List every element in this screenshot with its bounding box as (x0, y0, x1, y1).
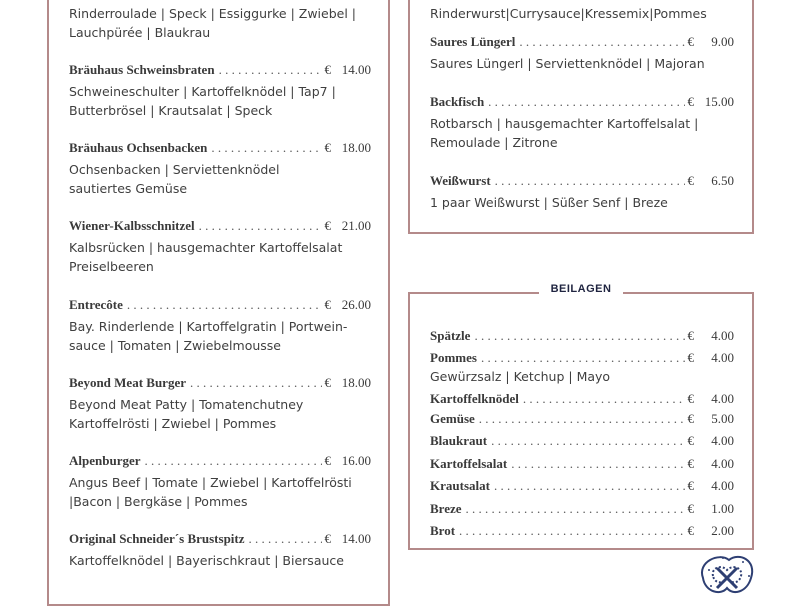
item-name: Kartoffelknödel (430, 391, 519, 406)
item-price: 2.00 (711, 523, 734, 538)
dot-leader (479, 411, 685, 427)
currency: € (687, 391, 694, 406)
item-name: Saures Lüngerl (430, 34, 516, 49)
item-price: 6.50 (711, 173, 734, 188)
side-item (430, 391, 734, 408)
item-description: Ochsenbacken | Serviettenknödel sautiertes Gemüse (69, 162, 280, 196)
currency: € (687, 411, 694, 426)
item-price: 14.00 (341, 62, 371, 77)
item-name: Beyond Meat Burger (69, 375, 186, 390)
item-description: Bay. Rinderlende | Kartoffelgratin | Portwein-sauce | Tomaten | Zwiebelmousse (69, 319, 348, 353)
menu-item-intro (430, 4, 734, 23)
dot-leader (511, 456, 684, 472)
menu-item (69, 453, 371, 511)
item-price: 21.00 (341, 218, 371, 233)
currency: € (324, 297, 331, 312)
dot-leader (211, 140, 321, 156)
item-price: 16.00 (341, 453, 371, 468)
currency: € (324, 140, 331, 155)
item-name: Kartoffelsalat (430, 456, 508, 471)
item-price: 1.00 (711, 501, 734, 516)
section-title (410, 283, 752, 295)
dot-leader (474, 328, 684, 344)
item-price: 4.00 (711, 350, 734, 365)
menu-item (69, 531, 371, 570)
side-item (430, 350, 734, 386)
item-price: 18.00 (341, 375, 371, 390)
item-name: Bräuhaus Ochsenbacken (69, 140, 208, 155)
item-name: Breze (430, 501, 462, 516)
item-description: Saures Lüngerl | Serviettenknödel | Majoran (430, 56, 705, 71)
currency: € (687, 34, 694, 49)
item-description: Gewürzsalz | Ketchup | Mayo (430, 369, 611, 384)
item-price: 4.00 (711, 433, 734, 448)
item-description: Beyond Meat Patty | Tomatenchutney Kartoffelrösti | Zwiebel | Pommes (69, 397, 304, 431)
menu-item-intro (69, 4, 371, 42)
currency: € (324, 62, 331, 77)
currency: € (687, 456, 694, 471)
menu-item (69, 297, 371, 355)
item-name: Krautsalat (430, 478, 490, 493)
item-name: Original Schneider´s Brustspitz (69, 531, 245, 546)
item-name: Entrecôte (69, 297, 123, 312)
item-price: 18.00 (341, 140, 371, 155)
item-price: 26.00 (341, 297, 371, 312)
dot-leader (523, 391, 685, 407)
item-description: Rinderwurst|Currysauce|Kressemix|Pommes (430, 6, 707, 21)
side-item (430, 478, 734, 495)
dot-leader (249, 531, 322, 547)
item-name: Bräuhaus Schweinsbraten (69, 62, 215, 77)
item-price: 9.00 (711, 34, 734, 49)
item-name: Pommes (430, 350, 477, 365)
item-description: 1 paar Weißwurst | Süßer Senf | Breze (430, 195, 668, 210)
dot-leader (219, 62, 322, 78)
side-item (430, 456, 734, 473)
item-name: Backfisch (430, 94, 485, 109)
item-name: Wiener-Kalbsschnitzel (69, 218, 195, 233)
dot-leader (199, 218, 322, 234)
side-item (430, 433, 734, 450)
item-name: Blaukraut (430, 433, 488, 448)
section-title-text: BEILAGEN (539, 283, 624, 295)
item-name: Brot (430, 523, 456, 538)
currency: € (687, 350, 694, 365)
dot-leader (519, 34, 684, 50)
dot-leader (495, 173, 685, 189)
item-price: 14.00 (341, 531, 371, 546)
dot-leader (145, 453, 322, 469)
dot-leader (481, 350, 685, 366)
item-name: Spätzle (430, 328, 471, 343)
dot-leader (190, 375, 322, 391)
side-item (430, 523, 734, 540)
dot-leader (491, 433, 684, 449)
side-item (430, 501, 734, 518)
currency: € (324, 218, 331, 233)
pretzel-icon (693, 548, 761, 600)
dot-leader (127, 297, 322, 313)
item-name: Gemüse (430, 411, 475, 426)
item-name: Weißwurst (430, 173, 491, 188)
menu-item (69, 375, 371, 433)
currency: € (687, 478, 694, 493)
main-dishes-panel (47, 0, 390, 606)
side-item (430, 411, 734, 428)
item-description: Kalbsrücken | hausgemachter Kartoffelsalat Preiselbeeren (69, 240, 343, 274)
item-description: Rotbarsch | hausgemachter Kartoffelsalat | Remoulade | Zitrone (430, 116, 699, 150)
menu-item (430, 34, 734, 73)
currency: € (687, 501, 694, 516)
currency: € (324, 453, 331, 468)
item-price: 4.00 (711, 478, 734, 493)
beilagen-panel (408, 283, 754, 550)
side-item (430, 328, 734, 345)
item-price: 4.00 (711, 328, 734, 343)
currency: € (324, 375, 331, 390)
menu-item (69, 62, 371, 120)
dot-leader (494, 478, 685, 494)
item-description: Rinderroulade | Speck | Essiggurke | Zwiebel | Lauchpürée | Blaukrau (69, 6, 357, 40)
dot-leader (459, 523, 684, 539)
currency: € (687, 433, 694, 448)
item-name: Alpenburger (69, 453, 141, 468)
currency: € (687, 328, 694, 343)
dot-leader (488, 94, 684, 110)
snacks-panel (408, 0, 754, 234)
item-price: 5.00 (711, 411, 734, 426)
menu-item (430, 173, 734, 212)
item-description: Kartoffelknödel | Bayerischkraut | Biersauce (69, 553, 344, 568)
currency: € (687, 94, 694, 109)
currency: € (324, 531, 331, 546)
item-price: 15.00 (704, 94, 734, 109)
item-description: Schweineschulter | Kartoffelknödel | Tap7 | Butterbrösel | Krautsalat | Speck (69, 84, 336, 118)
item-price: 4.00 (711, 391, 734, 406)
currency: € (687, 173, 694, 188)
item-price: 4.00 (711, 456, 734, 471)
menu-item (69, 218, 371, 276)
menu-item (69, 140, 371, 198)
currency: € (687, 523, 694, 538)
menu-item (430, 94, 734, 152)
item-description: Angus Beef | Tomate | Zwiebel | Kartoffelrösti |Bacon | Bergkäse | Pommes (69, 475, 352, 509)
dot-leader (466, 501, 685, 517)
